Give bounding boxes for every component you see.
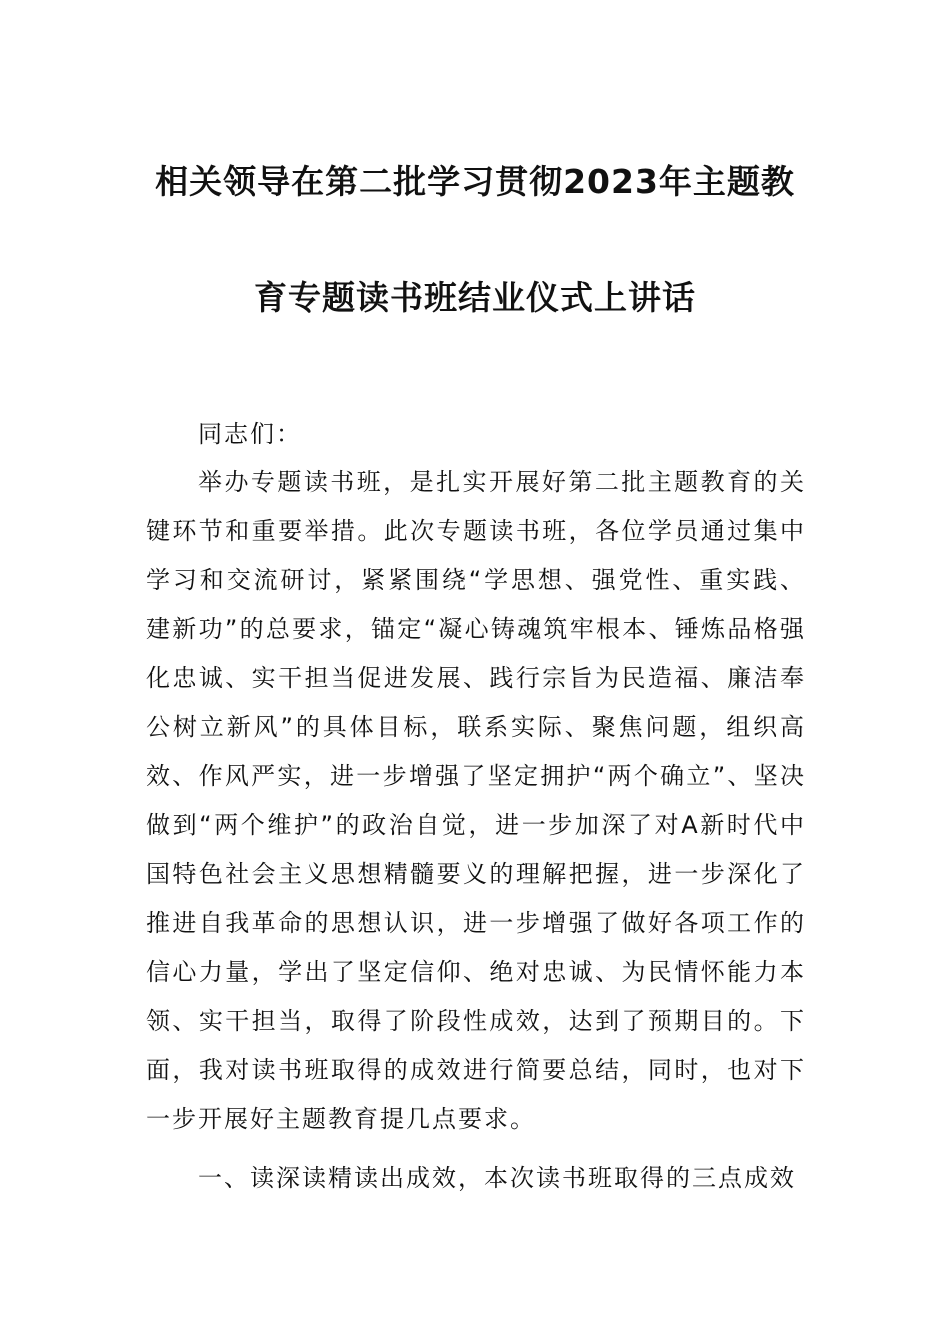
body-paragraph-1: 举办专题读书班，是扎实开展好第二批主题教育的关键环节和重要举措。此次专题读书班，各位学员通过集中学习和交流研讨，紧紧围绕“学思想、强党性、重实践、建新功”的总要求，锚定“凝心铸魂筑牢根本、锤炼品格强化忠诚、实干担当促进发展、践行宗旨为民造福、廉洁奉公树立新风”的具体目标，联系实际、聚焦问题，组织高效、作风严实，进一步增强了坚定拥护“两个确立”、坚决做到“两个维护”的政治自觉，进一步加深了对A新时代中国特色社会主义思想精髓要义的理解把握，进一步深化了推进自我革命的思想认识，进一步增强了做好各项工作的信心力量，学出了坚定信仰、绝对忠诚、为民情怀能力本领、实干担当，取得了阶段性成效，达到了预期目的。下面，我对读书班取得的成效进行简要总结，同时，也对下一步开展好主题教育提几点要求。: [146, 468, 806, 1133]
document-title-line-2: 育专题读书班结业仪式上讲话: [254, 278, 696, 317]
document-title-line-1: 相关领导在第二批学习贯彻2023年主题教: [155, 162, 795, 201]
section-heading-1: 一、读深读精读出成效，本次读书班取得的三点成效: [198, 1164, 796, 1192]
salutation: 同志们：: [198, 420, 302, 448]
